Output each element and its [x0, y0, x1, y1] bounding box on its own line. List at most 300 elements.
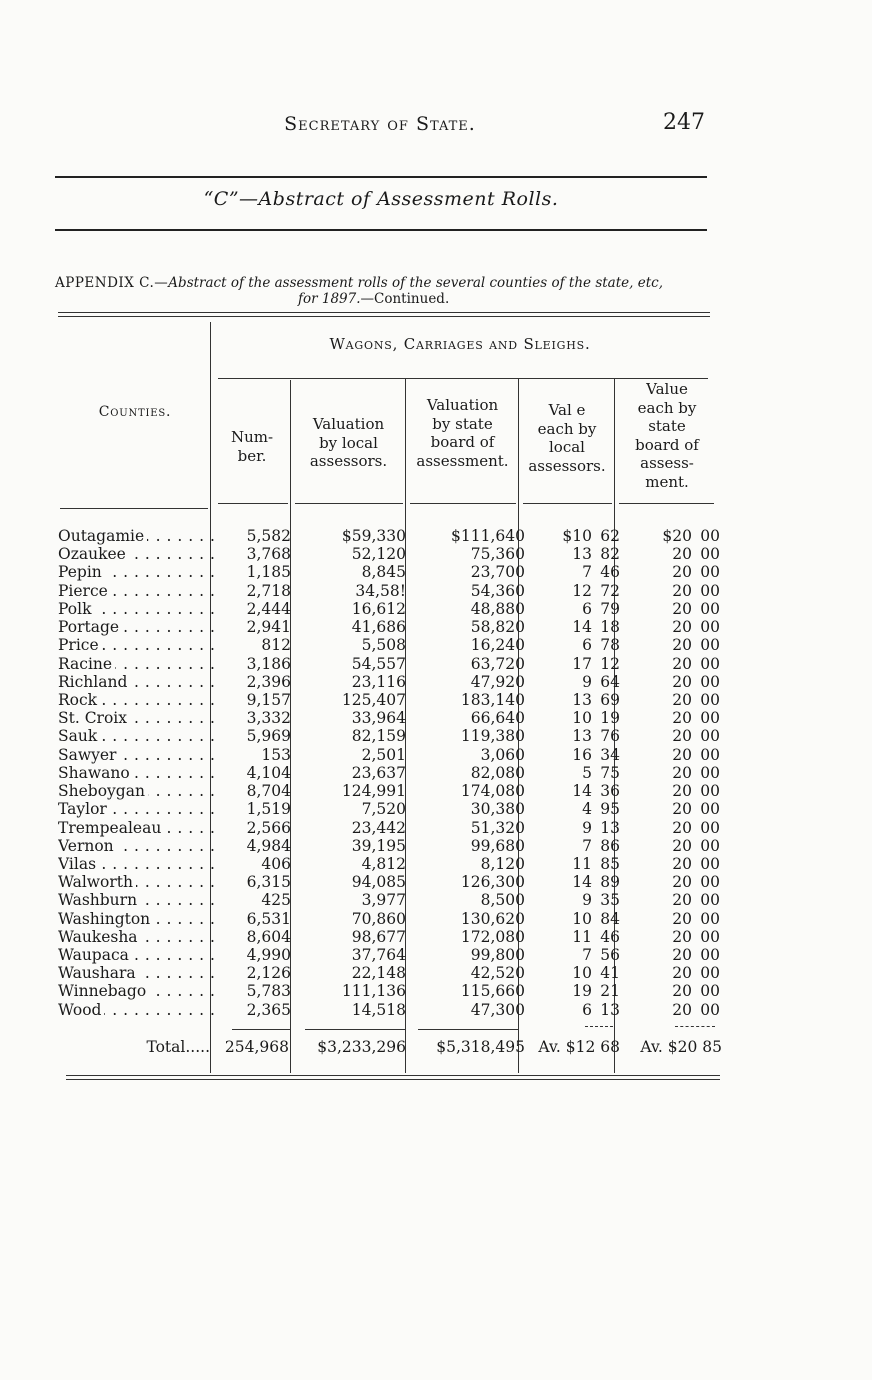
each-local-cell [520, 655, 620, 673]
each-local-cell [520, 819, 620, 837]
each-state-cents: 00 [700, 727, 720, 746]
county-row [58, 928, 218, 946]
each-local-cell [520, 673, 620, 691]
each-state-dollars: 20 [672, 636, 692, 655]
each-state-cents: 00 [700, 873, 720, 892]
each-state-dollars: 20 [672, 982, 692, 1001]
each-local-dollars: 7 [582, 563, 592, 582]
appendix-lead: APPENDIX C.— [55, 275, 169, 291]
number-cell: 4,984 [246, 836, 291, 855]
county-row [58, 982, 218, 1000]
group-heading: Wagons, Carriages and Sleighs. [329, 335, 591, 353]
header-rule-state [410, 503, 516, 504]
header-rule-local [295, 503, 403, 504]
each-state-cell [616, 946, 720, 964]
each-state-dollars: $20 [662, 527, 692, 545]
total-state: $5,318,495 [436, 1038, 525, 1056]
total-rule-each-local [585, 1026, 613, 1027]
each-local-cell [520, 600, 620, 618]
each-state-cell [616, 600, 720, 618]
each-state-cell [616, 691, 720, 709]
each-local-cell [520, 727, 620, 745]
counties-heading: Counties. [98, 404, 172, 420]
state-valuation-cell: 82,080 [470, 763, 525, 782]
each-state-dollars: 20 [672, 745, 692, 764]
each-local-cents: 62 [600, 527, 620, 545]
county-row [58, 746, 218, 764]
each-local-cell [520, 527, 620, 545]
number-cell: 8,604 [246, 927, 291, 946]
each-state-dollars: 20 [672, 563, 692, 582]
each-state-dollars: 20 [672, 654, 692, 673]
county-name: Waukesha [58, 928, 141, 946]
each-local-dollars: 13 [572, 690, 592, 709]
local-valuation-cell: 33,964 [351, 709, 406, 728]
state-valuation-cell: 8,500 [480, 891, 525, 910]
col-header-line: local [549, 438, 585, 456]
appendix-line-2 [55, 291, 715, 307]
county-name: Portage [58, 618, 122, 636]
each-local-dollars: 6 [582, 599, 592, 618]
county-name: Taylor [58, 800, 110, 818]
state-valuation-cell: 42,520 [470, 964, 525, 983]
total-each-local: Av. $12 68 [538, 1038, 620, 1056]
each-local-cell [520, 1001, 620, 1019]
each-local-cell [520, 709, 620, 727]
each-local-cents: 19 [600, 709, 620, 728]
each-local-cents: 95 [600, 800, 620, 819]
number-cell: 5,582 [246, 527, 291, 545]
state-valuation-cell: 16,240 [470, 636, 525, 655]
each-state-dollars: 20 [672, 873, 692, 892]
county-names-column [58, 527, 218, 1019]
each-local-cents: 85 [600, 854, 620, 873]
each-state-cents: 00 [700, 709, 720, 728]
each-local-dollars: 9 [582, 672, 592, 691]
total-each-state: Av. $20 85 [640, 1038, 722, 1056]
col-header-line: by state [432, 414, 493, 433]
number-cell: 2,566 [246, 818, 291, 837]
county-name: Sawyer [58, 746, 119, 764]
col-header-line: assess- [640, 454, 694, 472]
number-cell: 5,783 [246, 982, 291, 1001]
state-valuation-cell: 48,880 [470, 599, 525, 618]
state-valuation-cell: $111,640 [451, 527, 525, 545]
each-state-cell [616, 819, 720, 837]
col-header-line: assessors. [528, 456, 606, 475]
local-valuation-cell: 54,557 [351, 654, 406, 673]
each-state-dollars: 20 [672, 818, 692, 837]
each-local-dollars: 13 [572, 727, 592, 746]
number-cell: 9,157 [246, 690, 291, 709]
local-valuation-cell: 94,085 [351, 873, 406, 892]
state-valuation-column [407, 527, 525, 1019]
each-state-cents: 00 [700, 818, 720, 837]
county-row [58, 855, 218, 873]
each-local-cell [520, 563, 620, 581]
each-local-cell [520, 910, 620, 928]
each-local-cents: 56 [600, 946, 620, 965]
each-local-cents: 86 [600, 836, 620, 855]
each-state-cents: 00 [700, 964, 720, 983]
each-local-cents: 21 [600, 982, 620, 1001]
each-state-cents: 00 [700, 836, 720, 855]
col-header-line: assessors. [309, 452, 388, 470]
col-header-line: Valuation [312, 415, 385, 433]
each-local-cents: 18 [600, 618, 620, 637]
county-row [58, 1001, 218, 1019]
each-state-cents: 00 [700, 527, 720, 545]
each-state-cents: 00 [700, 909, 720, 928]
county-row [58, 837, 218, 855]
total-number: 254,968 [224, 1038, 289, 1056]
local-valuation-cell: 16,612 [351, 599, 406, 618]
col-header-line: board of [430, 433, 495, 451]
col-header-state-valuation [407, 396, 518, 470]
each-state-cents: 00 [700, 672, 720, 691]
col-header-line: ber. [237, 446, 267, 465]
each-local-dollars: 14 [572, 873, 592, 892]
state-valuation-cell: 99,800 [470, 946, 525, 965]
state-valuation-cell: 183,140 [460, 690, 525, 709]
number-cell: 1,185 [246, 563, 291, 582]
each-local-dollars: 7 [582, 836, 592, 855]
each-state-cell [616, 655, 720, 673]
each-state-dollars: 20 [672, 599, 692, 618]
county-name: Pepin [58, 563, 105, 581]
each-local-cents: 13 [600, 818, 620, 837]
each-state-cents: 00 [700, 927, 720, 946]
appendix-year: for 1897. [298, 291, 361, 307]
each-local-cents: 35 [600, 891, 620, 910]
each-local-dollars: 19 [572, 982, 592, 1001]
county-row [58, 946, 218, 964]
page-number: 247 [663, 110, 705, 135]
each-local-cell [520, 982, 620, 1000]
each-local-cell [520, 582, 620, 600]
county-name: Wood [58, 1001, 104, 1019]
each-state-cents: 00 [700, 946, 720, 965]
col-header-line: Value [646, 380, 688, 398]
local-valuation-cell: 34,58! [355, 581, 406, 600]
number-cell: 3,186 [246, 654, 291, 673]
group-heading-rule [218, 378, 708, 379]
each-state-cell [616, 545, 720, 563]
each-state-cell [616, 782, 720, 800]
total-rule-number [232, 1029, 290, 1030]
county-row [58, 673, 218, 691]
each-local-cell [520, 691, 620, 709]
state-valuation-cell: 119,380 [460, 727, 525, 746]
each-local-cell [520, 782, 620, 800]
county-row [58, 563, 218, 581]
state-valuation-cell: 30,380 [470, 800, 525, 819]
each-state-column [616, 527, 720, 1019]
state-valuation-cell: 115,660 [460, 982, 525, 1001]
county-row [58, 636, 218, 654]
number-cell: 6,315 [246, 873, 291, 892]
each-state-cents: 00 [700, 763, 720, 782]
number-cell: 2,444 [246, 599, 291, 618]
county-row [58, 727, 218, 745]
number-cell: 2,718 [246, 581, 291, 600]
county-name: Washington [58, 910, 153, 928]
col-header-line: each by [637, 398, 697, 417]
each-state-dollars: 20 [672, 891, 692, 910]
col-header-each-local [520, 401, 614, 475]
each-state-cents: 00 [700, 545, 720, 564]
col-header-line: Val e [548, 401, 586, 419]
header-rule-number [218, 503, 288, 504]
county-name: Trempealeau [58, 819, 164, 837]
county-row [58, 764, 218, 782]
each-local-column [520, 527, 620, 1019]
each-local-cents: 34 [600, 745, 620, 764]
col-header-line: assessment. [416, 451, 509, 470]
each-state-cents: 00 [700, 800, 720, 819]
number-cell: 2,941 [246, 618, 291, 637]
col-header-line: each by [537, 419, 597, 438]
each-state-cents: 00 [700, 690, 720, 709]
state-valuation-cell: 23,700 [470, 563, 525, 582]
local-valuation-cell: 82,159 [351, 727, 406, 746]
col-header-line: board of [635, 435, 699, 454]
each-local-cell [520, 800, 620, 818]
number-cell: 3,332 [246, 709, 291, 728]
each-local-dollars: 10 [572, 909, 592, 928]
each-local-dollars: 9 [582, 891, 592, 910]
each-state-dollars: 20 [672, 854, 692, 873]
each-state-dollars: 20 [672, 763, 692, 782]
local-valuation-cell: $59,330 [341, 527, 406, 545]
local-valuation-cell: 37,764 [351, 946, 406, 965]
county-row [58, 655, 218, 673]
each-state-cell [616, 800, 720, 818]
local-valuation-cell: 4,812 [361, 854, 406, 873]
each-state-cell [616, 910, 720, 928]
state-valuation-cell: 8,120 [480, 854, 525, 873]
local-valuation-cell: 22,148 [351, 964, 406, 983]
each-local-cell [520, 636, 620, 654]
each-state-dollars: 20 [672, 836, 692, 855]
county-row [58, 891, 218, 909]
local-valuation-cell: 98,677 [351, 927, 406, 946]
each-state-cell [616, 928, 720, 946]
local-valuation-cell: 125,407 [341, 690, 406, 709]
county-name: Ozaukee [58, 545, 129, 563]
each-local-cell [520, 545, 620, 563]
each-state-cents: 00 [700, 854, 720, 873]
each-local-cell [520, 618, 620, 636]
each-local-cents: 41 [600, 964, 620, 983]
col-header-line: Num- [230, 428, 274, 446]
each-local-dollars: 11 [572, 927, 592, 946]
each-local-dollars: 6 [582, 1000, 592, 1019]
number-cell: 1,519 [246, 800, 291, 819]
each-local-cents: 79 [600, 599, 620, 618]
each-local-dollars: 4 [582, 800, 592, 819]
each-local-cell [520, 964, 620, 982]
local-valuation-cell: 3,977 [361, 891, 406, 910]
each-local-cell [520, 764, 620, 782]
each-state-dollars: 20 [672, 800, 692, 819]
each-local-cents: 72 [600, 581, 620, 600]
state-valuation-cell: 99,680 [470, 836, 525, 855]
each-local-cents: 84 [600, 909, 620, 928]
county-name: Richland [58, 673, 130, 691]
county-row [58, 964, 218, 982]
each-local-dollars: 14 [572, 618, 592, 637]
each-state-cell [616, 527, 720, 545]
state-valuation-cell: 3,060 [480, 745, 525, 764]
total-rule-state [418, 1029, 518, 1030]
appendix-caption [55, 275, 715, 307]
each-state-cell [616, 563, 720, 581]
each-state-cell [616, 636, 720, 654]
local-valuation-cell: 124,991 [341, 782, 406, 801]
county-row [58, 582, 218, 600]
local-valuation-column [292, 527, 406, 1019]
each-state-cents: 00 [700, 636, 720, 655]
local-valuation-cell: 52,120 [351, 545, 406, 564]
state-valuation-cell: 47,300 [470, 1000, 525, 1019]
county-name: Sauk [58, 727, 100, 745]
number-cell: 2,365 [246, 1000, 291, 1019]
each-state-cell [616, 746, 720, 764]
running-head: Secretary of State. [284, 113, 476, 135]
section-title: “C”—Abstract of Assessment Rolls. [203, 188, 559, 210]
state-valuation-cell: 47,920 [470, 672, 525, 691]
each-state-cents: 00 [700, 599, 720, 618]
each-state-dollars: 20 [672, 618, 692, 637]
each-local-cell [520, 873, 620, 891]
county-name: Vernon [58, 837, 117, 855]
number-cell: 2,396 [246, 672, 291, 691]
county-row [58, 691, 218, 709]
county-name: Shawano [58, 764, 133, 782]
each-local-dollars: 5 [582, 763, 592, 782]
total-local: $3,233,296 [317, 1038, 406, 1056]
each-state-cell [616, 837, 720, 855]
each-local-cents: 76 [600, 727, 620, 746]
state-valuation-cell: 75,360 [470, 545, 525, 564]
appendix-continued: —Continued. [360, 291, 450, 307]
local-valuation-cell: 23,442 [351, 818, 406, 837]
each-local-cents: 46 [600, 563, 620, 582]
number-cell: 4,104 [246, 763, 291, 782]
each-local-cell [520, 928, 620, 946]
each-local-cell [520, 855, 620, 873]
county-name: Rock [58, 691, 100, 709]
col-header-line: Valuation [426, 396, 499, 414]
each-local-cents: 46 [600, 927, 620, 946]
county-row [58, 873, 218, 891]
each-state-cell [616, 964, 720, 982]
each-state-cell [616, 891, 720, 909]
number-cell: 6,531 [246, 909, 291, 928]
each-local-dollars: 17 [572, 654, 592, 673]
each-local-cents: 13 [600, 1000, 620, 1019]
each-local-dollars: 10 [572, 964, 592, 983]
county-name: Waushara [58, 964, 139, 982]
each-local-cell [520, 891, 620, 909]
number-cell: 8,704 [246, 782, 291, 801]
each-state-cell [616, 764, 720, 782]
each-local-dollars: 11 [572, 854, 592, 873]
each-state-cell [616, 873, 720, 891]
local-valuation-cell: 39,195 [351, 836, 406, 855]
each-state-dollars: 20 [672, 672, 692, 691]
each-local-cents: 64 [600, 672, 620, 691]
county-name: Winnebago [58, 982, 149, 1000]
county-row [58, 819, 218, 837]
county-name: Racine [58, 655, 115, 673]
state-valuation-cell: 51,320 [470, 818, 525, 837]
each-state-cents: 00 [700, 563, 720, 582]
header-rule-each-state [619, 503, 714, 504]
each-local-cents: 75 [600, 763, 620, 782]
each-state-cents: 00 [700, 982, 720, 1001]
each-state-cell [616, 618, 720, 636]
county-name: St. Croix [58, 709, 130, 727]
each-state-cell [616, 1001, 720, 1019]
local-valuation-cell: 23,637 [351, 763, 406, 782]
col-header-line: state [648, 417, 686, 435]
number-cell: 153 [261, 745, 291, 764]
each-state-dollars: 20 [672, 709, 692, 728]
local-valuation-cell: 5,508 [361, 636, 406, 655]
each-local-cell [520, 946, 620, 964]
each-state-dollars: 20 [672, 727, 692, 746]
each-local-cents: 89 [600, 873, 620, 892]
each-local-dollars: 16 [572, 745, 592, 764]
each-state-cell [616, 855, 720, 873]
each-local-dollars: 7 [582, 946, 592, 965]
appendix-description: Abstract of the assessment rolls of the several counties of the state, etc, [168, 275, 663, 291]
col-header-local-valuation [292, 415, 405, 471]
table-bottom-rule [66, 1075, 720, 1080]
local-valuation-cell: 70,860 [351, 909, 406, 928]
county-name: Vilas [58, 855, 99, 873]
each-state-dollars: 20 [672, 1000, 692, 1019]
local-valuation-cell: 2,501 [361, 745, 406, 764]
county-row [58, 618, 218, 636]
each-state-cell [616, 982, 720, 1000]
local-valuation-cell: 7,520 [361, 800, 406, 819]
total-rule-each-state [675, 1026, 715, 1027]
each-local-cents: 36 [600, 782, 620, 801]
county-name: Pierce [58, 582, 111, 600]
each-local-dollars: 14 [572, 782, 592, 801]
each-local-dollars: $10 [562, 527, 592, 545]
local-valuation-cell: 111,136 [341, 982, 406, 1001]
total-rule-local [305, 1029, 405, 1030]
each-state-cents: 00 [700, 654, 720, 673]
each-local-cell [520, 837, 620, 855]
each-state-dollars: 20 [672, 909, 692, 928]
county-name: Polk [58, 600, 94, 618]
each-local-dollars: 12 [572, 581, 592, 600]
each-state-cents: 00 [700, 581, 720, 600]
local-valuation-cell: 8,845 [361, 563, 406, 582]
each-local-dollars: 10 [572, 709, 592, 728]
total-label-text: Total [146, 1038, 186, 1056]
each-state-cell [616, 709, 720, 727]
each-state-dollars: 20 [672, 581, 692, 600]
each-state-dollars: 20 [672, 927, 692, 946]
header-rule-each-local [523, 503, 612, 504]
each-state-dollars: 20 [672, 946, 692, 965]
